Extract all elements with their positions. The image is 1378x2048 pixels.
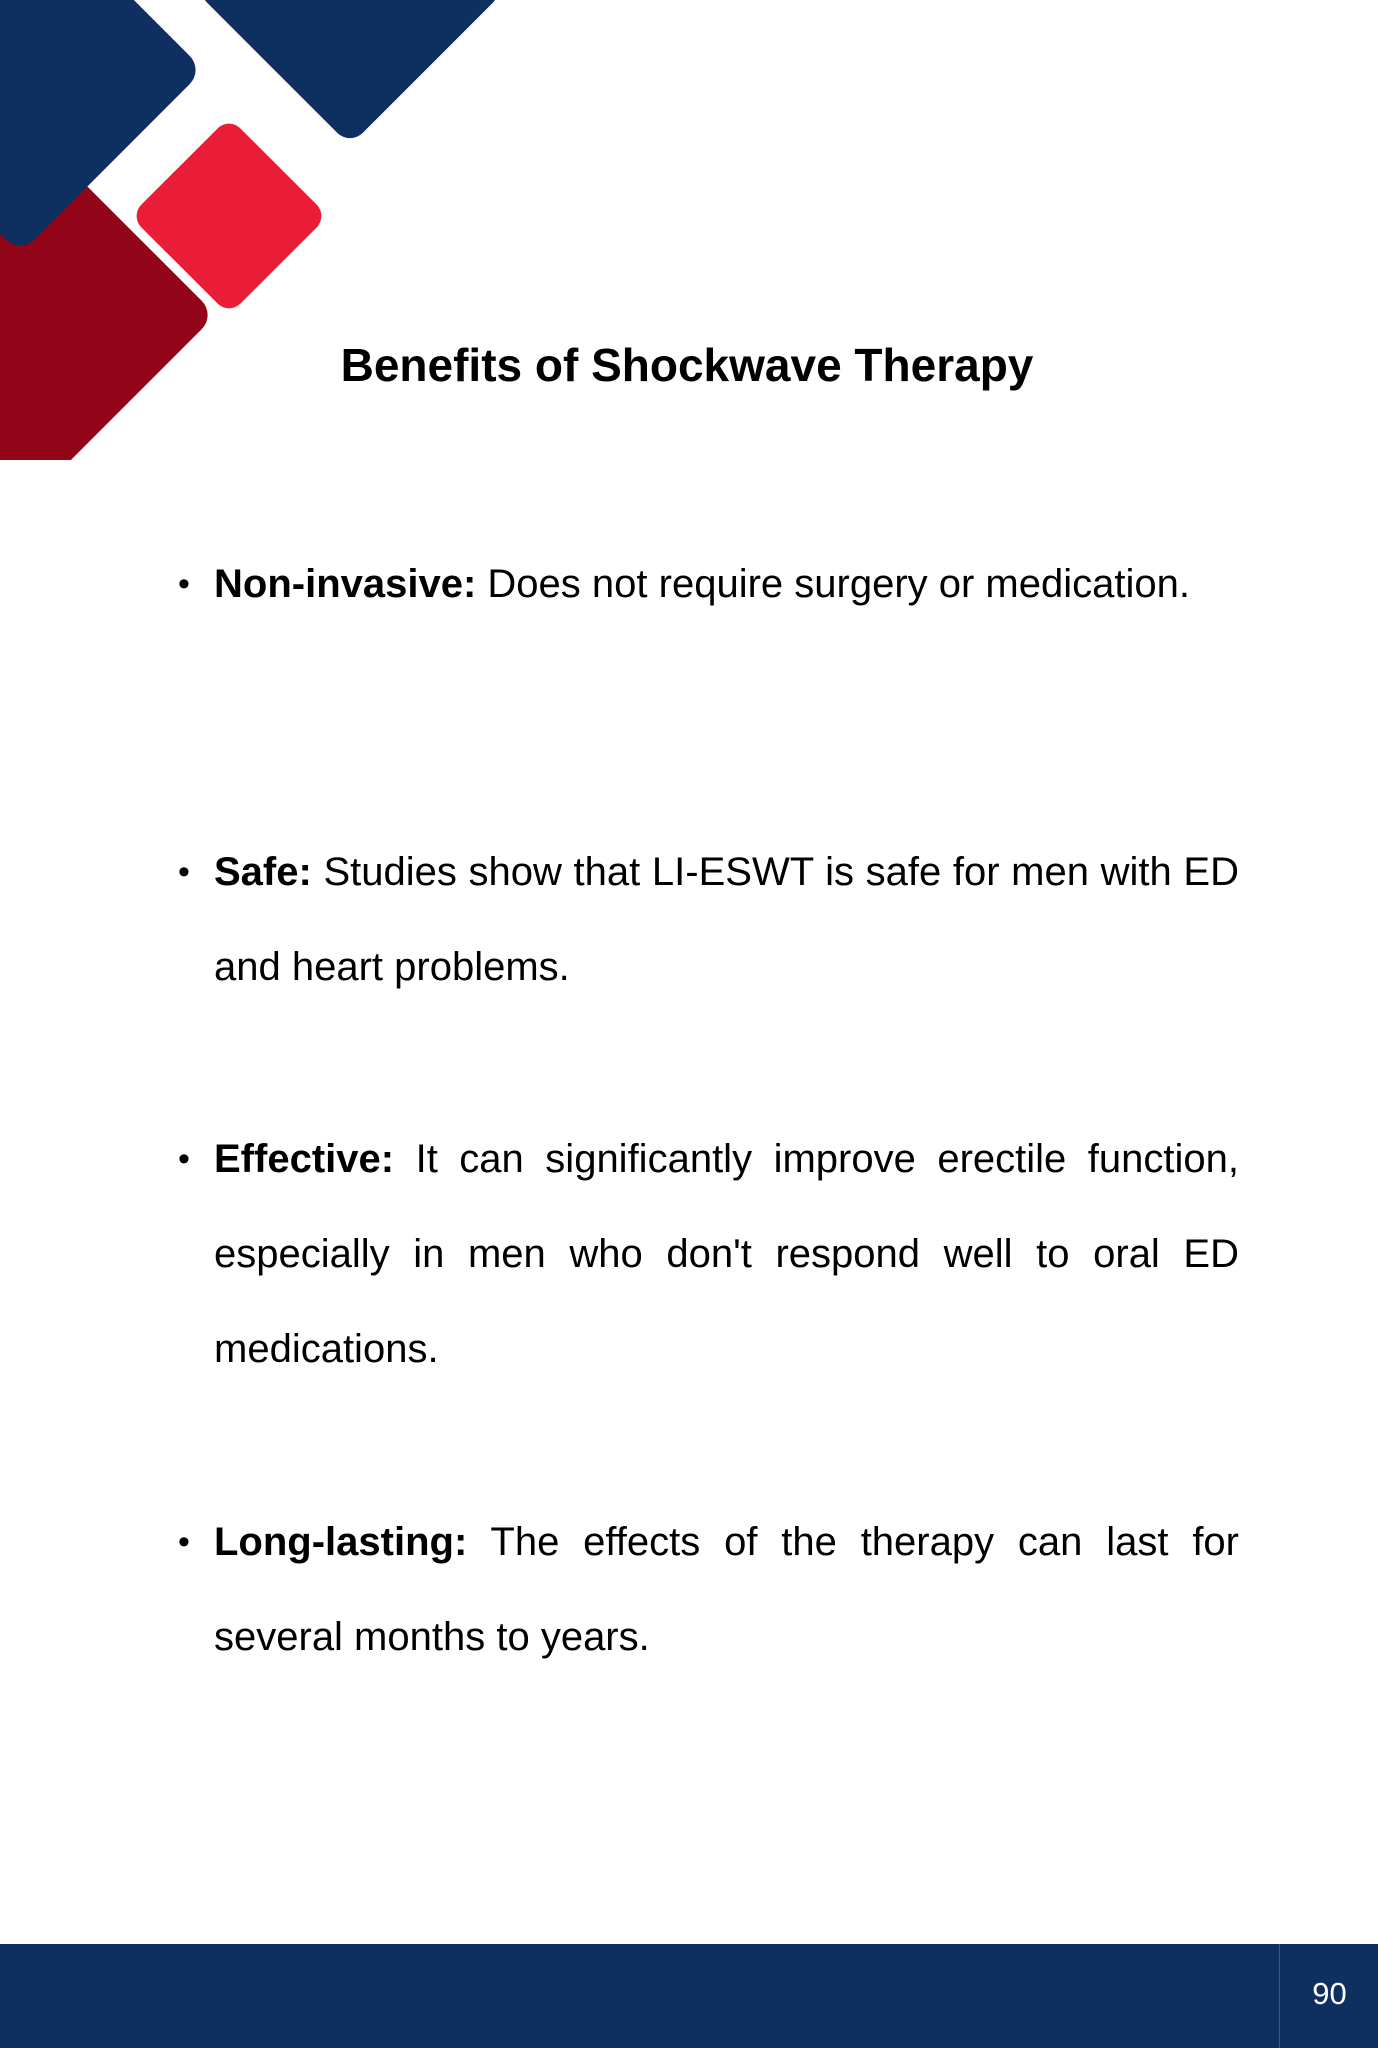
- benefit-term: Long-lasting:: [214, 1520, 468, 1564]
- benefit-term: Non-invasive:: [214, 562, 477, 606]
- benefit-term: Safe:: [214, 850, 312, 894]
- page-title: [0, 339, 1378, 391]
- navy-diamond-top: [194, 0, 505, 146]
- page-title-text: Benefits of Shockwave Therapy: [340, 339, 1034, 391]
- list-item: [178, 825, 1239, 1015]
- benefit-description: It can significantly improve erectile function, especially in men who don't respond well to oral ED medications.: [214, 1137, 1239, 1371]
- bullet-icon: •: [178, 1140, 190, 1178]
- benefit-description: Does not require surgery or medication.: [487, 562, 1190, 606]
- list-item: [178, 1112, 1239, 1397]
- page-number-box: [1279, 1944, 1378, 2048]
- bullet-icon: •: [178, 1523, 190, 1561]
- bullet-icon: •: [178, 853, 190, 891]
- benefit-term: Effective:: [214, 1137, 395, 1181]
- bullet-icon: •: [178, 565, 190, 603]
- footer-bar: [0, 1944, 1378, 2048]
- decorative-diamond-shapes: [0, 0, 520, 460]
- benefit-description: Studies show that LI-ESWT is safe for men with ED and heart problems.: [214, 850, 1239, 989]
- list-item: [178, 537, 1239, 632]
- benefit-description: The effects of the therapy can last for several months to years.: [214, 1520, 1239, 1659]
- page-number: 90: [1312, 1976, 1347, 2011]
- list-item: [178, 1495, 1239, 1685]
